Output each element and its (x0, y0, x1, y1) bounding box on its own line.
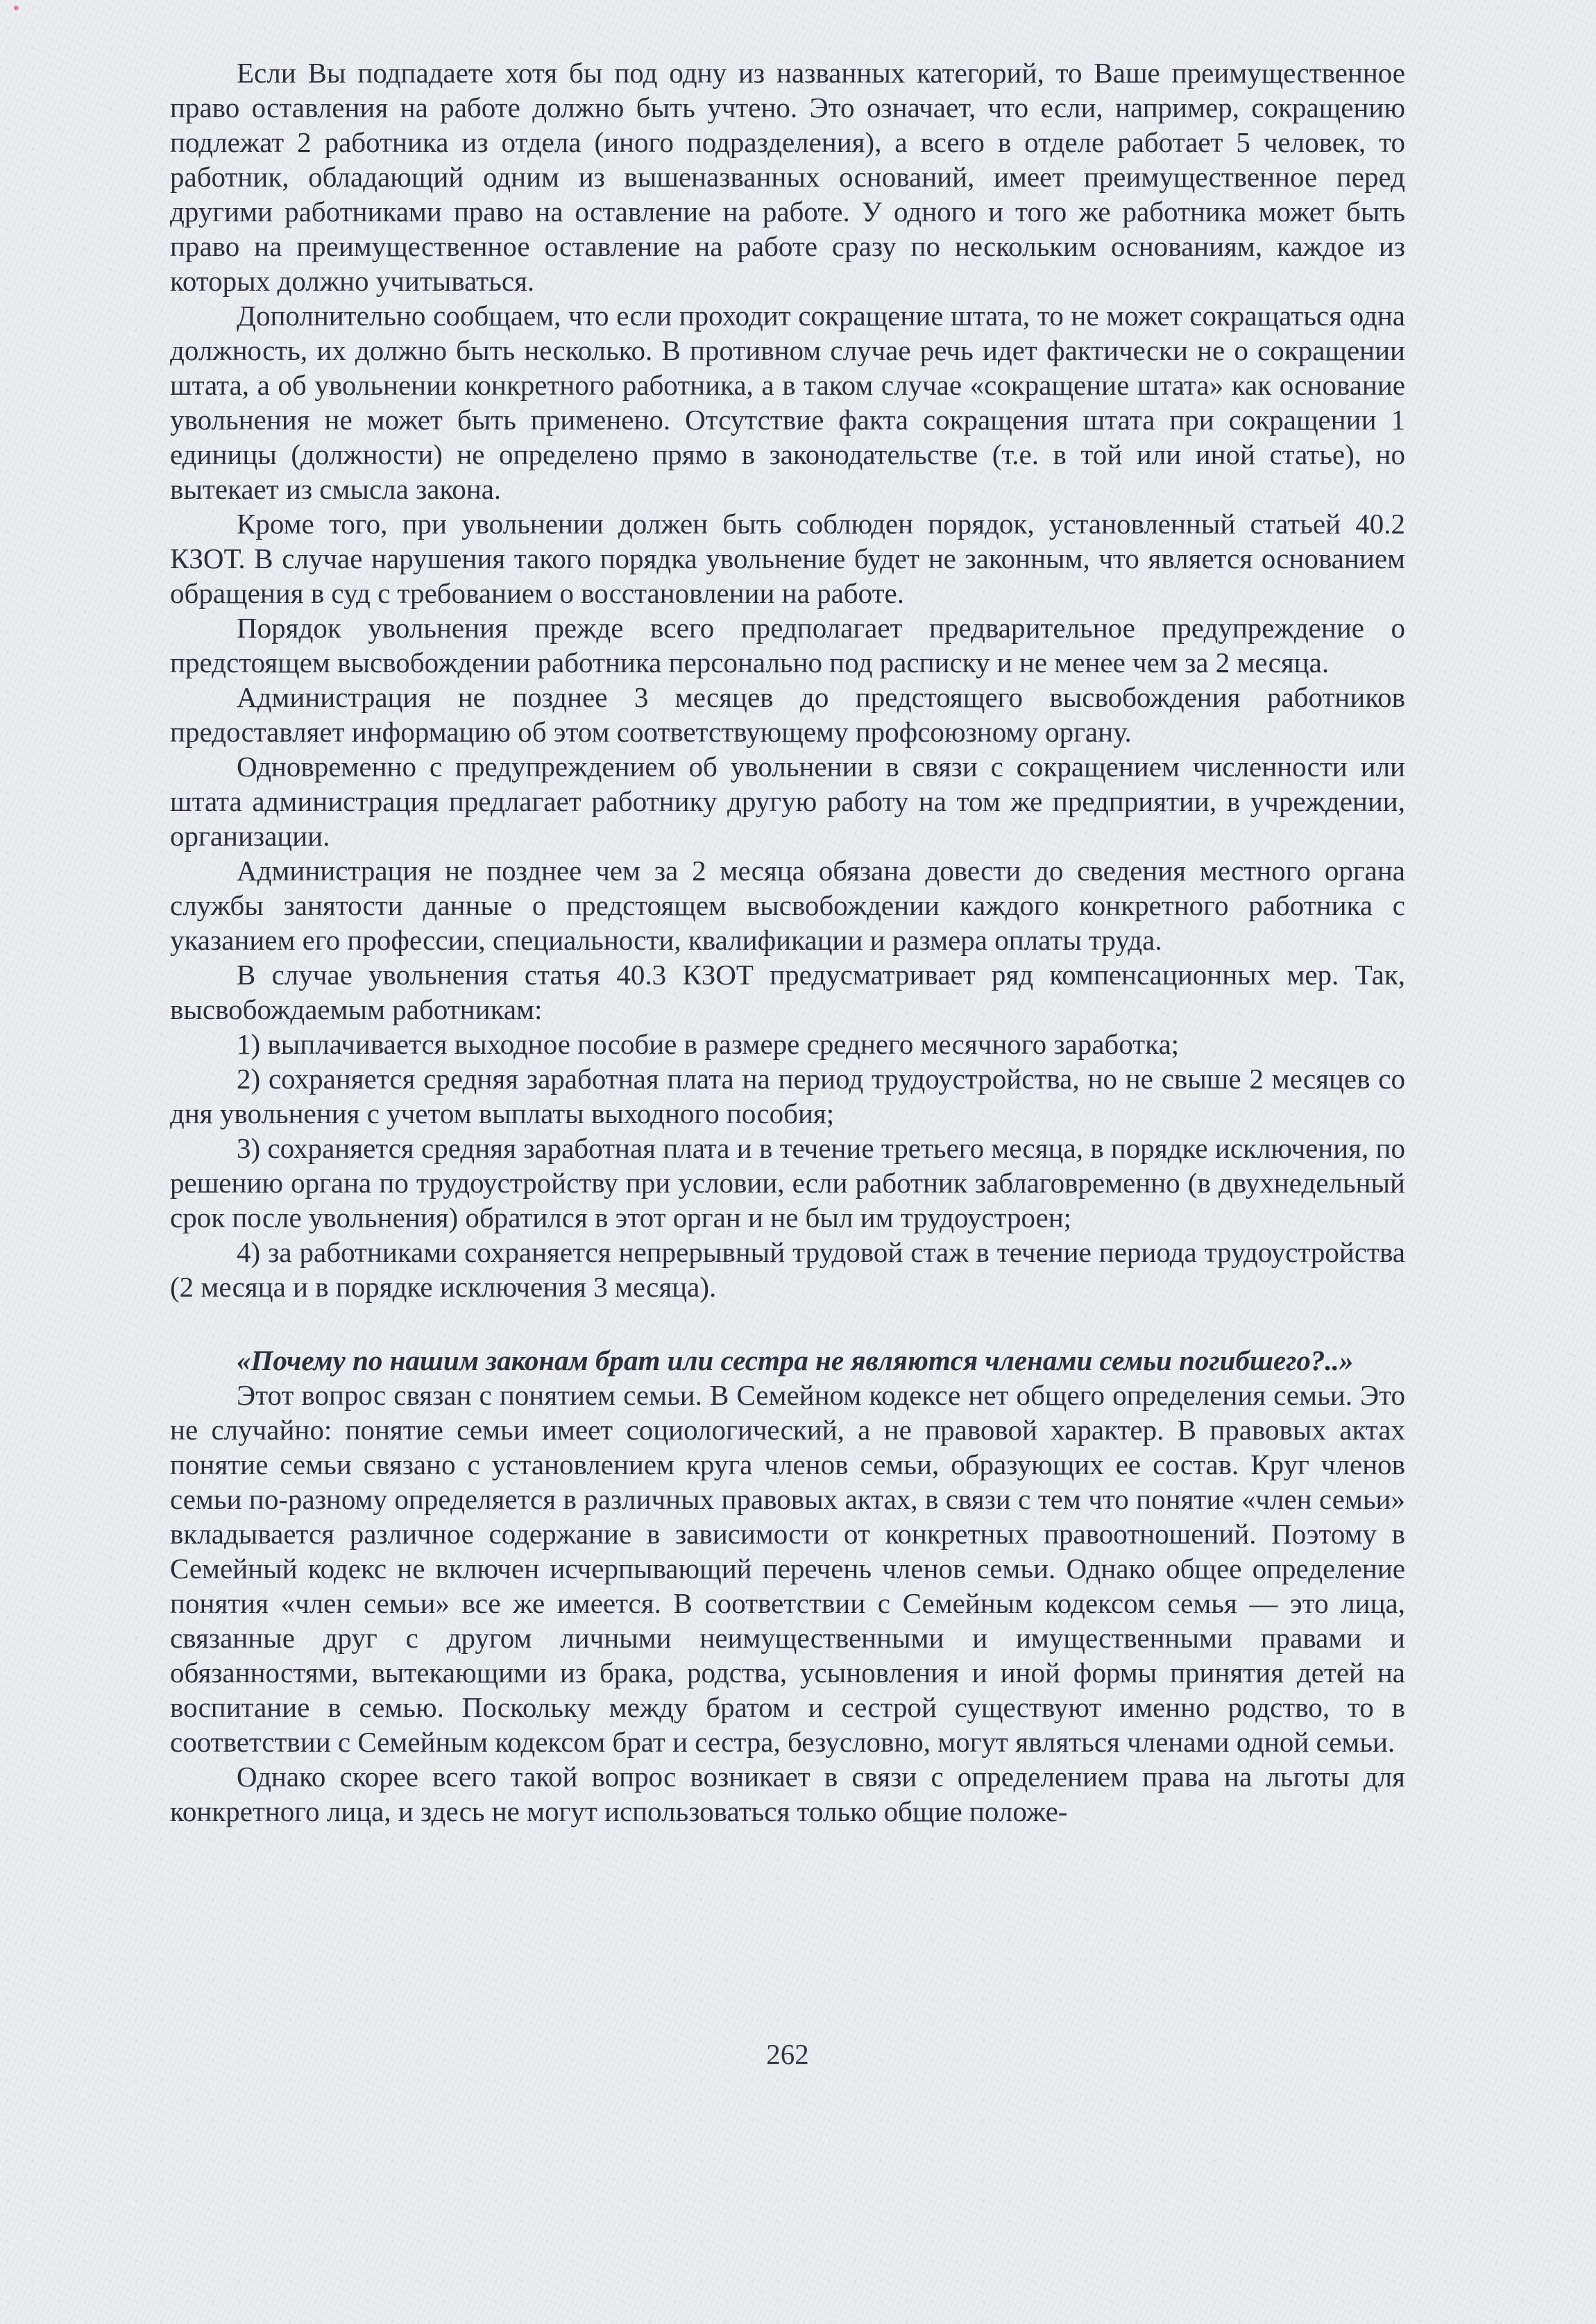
paragraph: Этот вопрос связан с понятием семьи. В Семейном кодексе нет общего определения семьи. Это не случайно: понятие семьи имеет социологический, а не правовой характер. В правовых актах понятие семьи связано с установлением круга членов семьи, образующих ее состав. Круг членов семьи по-разному определяется в различных правовых актах, в связи с тем что понятие «член семьи» вкладывается различное содержание в зависимости от конкретных правоотношений. Поэтому в Семейный кодекс не включен исчерпывающий перечень членов семьи. Однако общее определение понятия «член семьи» все же имеется. В соответствии с Семейным кодексом семья — это лица, связанные друг с другом личными неимущественными и имущественными правами и обязанностями, вытекающими из брака, родства, усыновления и иной формы принятия детей на воспитание в семью. Поскольку между братом и сестрой существуют именно родство, то в соответствии с Семейным кодексом брат и сестра, безусловно, могут являться членами одной семьи. (170, 1379, 1405, 1758)
paragraph: Администрация не позднее 3 месяцев до предстоящего высвобождения работников предоставляет информацию об этом соответствующему профсоюзному органу. (170, 681, 1405, 748)
list-item: 3) сохраняется средняя заработная плата и в течение третьего месяца, в порядке исключения, по решению органа по трудоустройству при условии, если работник заблаговременно (в двухнедельный срок после увольнения) обратился в этот орган и не был им трудоустроен; (170, 1132, 1405, 1233)
list-item: 2) сохраняется средняя заработная плата на период трудоустройства, но не свыше 2 месяцев со дня увольнения с учетом выплаты выходного пособия; (170, 1063, 1405, 1129)
paragraph: Одновременно с предупреждением об увольнении в связи с сокращением численности или штата администрация предлагает работнику другую работу на том же предприятии, в учреждении, организации. (170, 751, 1405, 852)
paragraph: Порядок увольнения прежде всего предполагает предварительное предупреждение о предстоящем высвобождении работника персонально под расписку и не менее чем за 2 месяца. (170, 612, 1405, 678)
paragraph: Однако скорее всего такой вопрос возникает в связи с определением права на льготы для конкретного лица, и здесь не могут использоваться только общие положе- (170, 1761, 1405, 1827)
paragraph: В случае увольнения статья 40.3 КЗОТ предусматривает ряд компенсационных мер. Так, высвобождаемым работникам: (170, 959, 1405, 1025)
list-item: 1) выплачивается выходное пособие в размере среднего месячного заработка; (237, 1028, 1180, 1060)
paragraph: Если Вы подпадаете хотя бы под одну из названных категорий, то Ваше преимущественное право оставления на работе должно быть учтено. Это означает, что если, например, сокращению подлежат 2 работника из отдела (иного подразделения), а всего в отделе работает 5 человек, то работник, обладающий одним из вышеназванных оснований, имеет преимущественное перед другими работниками право на оставление на работе. У одного и того же работника может быть право на преимущественное оставление на работе сразу по нескольким основаниям, каждое из которых должно учитываться. (170, 57, 1405, 297)
paragraph: Администрация не позднее чем за 2 месяца обязана довести до сведения местного органа службы занятости данные о предстоящем высвобождении каждого конкретного работника с указанием его профессии, специальности, квалификации и размера оплаты труда. (170, 855, 1405, 956)
scan-artifact-speck (14, 6, 19, 10)
paragraph: Кроме того, при увольнении должен быть соблюден порядок, установленный статьей 40.2 КЗОТ. В случае нарушения такого порядка увольнение будет не законным, что является основанием обращения в суд с требованием о восстановлении на работе. (170, 508, 1405, 609)
page-text (170, 55, 1405, 1829)
page-number: 262 (766, 2038, 809, 2070)
paragraph: Дополнительно сообщаем, что если проходит сокращение штата, то не может сокращаться одна должность, их должно быть несколько. В противном случае речь идет фактически не о сокращении штата, а об увольнении конкретного работника, а в таком случае «сокращение штата» как основание увольнения не может быть применено. Отсутствие факта сокращения штата при сокращении 1 единицы (должности) не определено прямо в законодательстве (т.е. в той или иной статье), но вытекает из смысла закона. (170, 300, 1405, 505)
list-item: 4) за работниками сохраняется непрерывный трудовой стаж в течение периода трудоустройства (2 месяца и в порядке исключения 3 месяца). (170, 1236, 1405, 1303)
section-heading: «Почему по нашим законам брат или сестра не являются членами семьи погибшего?..» (237, 1344, 1354, 1376)
